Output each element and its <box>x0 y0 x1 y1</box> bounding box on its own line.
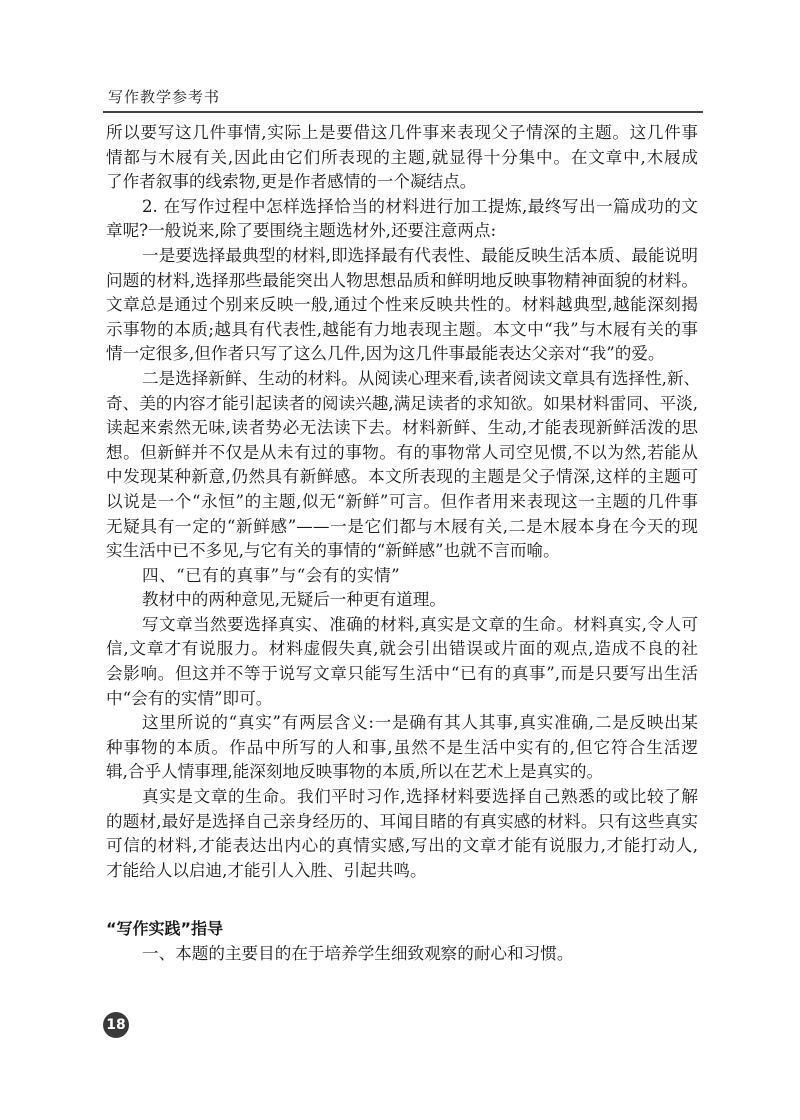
text-line: 这里所说的“真实”有两层含义:一是确有其人其事,真实准确,二是反映出某 <box>142 713 698 733</box>
header-rule <box>103 111 703 113</box>
text-line: 奇、美的内容才能引起读者的阅读兴趣,满足读者的求知欲。如果材料雷同、平淡, <box>106 393 698 413</box>
text-line: 真实是文章的生命。我们平时习作,选择材料要选择自己熟悉的或比较了解 <box>142 787 698 807</box>
text-line: 会影响。但这并不等于说写文章只能写生活中“已有的真事”,而是只要写出生活 <box>106 664 698 684</box>
text-line: 问题的材料,选择那些最能突出人物思想品质和鲜明地反映事物精神面貌的材料。 <box>106 270 698 290</box>
body-text <box>106 121 701 967</box>
page-number-badge: 18 <box>103 1012 129 1038</box>
subsection-heading: 四、“已有的真事”与“会有的实情” <box>142 565 401 585</box>
text-line: 才能给人以启迪,才能引人入胜、引起共鸣。 <box>106 860 427 880</box>
text-line: 的题材,最好是选择自己亲身经历的、耳闻目睹的有真实感的材料。只有这些真实 <box>106 811 698 831</box>
running-head: 写作教学参考书 <box>108 88 221 106</box>
text-line: 中“会有的实情”即可。 <box>106 688 273 708</box>
text-line: 示事物的本质;越具有代表性,越能有力地表现主题。本文中“我”与木屐有关的事 <box>106 319 698 339</box>
text-line: 可信的材料,才能表达出内心的真情实感,写出的文章才能有说服力,才能打动人, <box>106 836 698 856</box>
text-line: 无疑具有一定的“新鲜感”——一是它们都与木屐有关,二是木屐本身在今天的现 <box>106 516 698 536</box>
text-line: 读起来索然无味,读者势必无法读下去。材料新鲜、生动,才能表现新鲜活泼的思 <box>106 418 698 438</box>
text-line: 一是要选择最典型的材料,即选择最有代表性、最能反映生活本质、最能说明 <box>142 245 698 265</box>
text-line: 实生活中已不多见,与它有关的事情的“新鲜感”也就不言而喻。 <box>106 541 560 561</box>
text-line: 情都与木屐有关,因此由它们所表现的主题,就显得十分集中。在文章中,木屐成 <box>106 147 698 167</box>
text-line: 章呢?一般说来,除了要围绕主题选材外,还要注意两点: <box>106 221 497 241</box>
text-line: 信,文章才有说服力。材料虚假失真,就会引出错误或片面的观点,造成不良的社 <box>106 639 698 659</box>
text-line: 想。但新鲜并不仅是从未有过的事物。有的事物常人司空见惯,不以为然,若能从 <box>106 442 698 462</box>
text-line: 辑,合乎人情事理,能深刻地反映事物的本质,所以在艺术上是真实的。 <box>106 762 604 782</box>
text-line: 以说是一个“永恒”的主题,似无“新鲜”可言。但作者用来表现这一主题的几件事 <box>106 491 698 511</box>
text-line: 写文章当然要选择真实、准确的材料,真实是文章的生命。材料真实,令人可 <box>142 614 698 634</box>
text-line: 种事物的本质。作品中所写的人和事,虽然不是生活中实有的,但它符合生活逻 <box>106 737 698 757</box>
section-heading: “写作实践”指导 <box>106 919 224 939</box>
text-line: 文章总是通过个别来反映一般,通过个性来反映共性的。材料越典型,越能深刻揭 <box>106 295 698 315</box>
text-line: 二是选择新鲜、生动的材料。从阅读心理来看,读者阅读文章具有选择性,新、 <box>142 368 701 388</box>
section-gap <box>106 883 698 917</box>
text-line: 中发现某种新意,仍然具有新鲜感。本文所表现的主题是父子情深,这样的主题可 <box>106 467 698 487</box>
text-line: 所以要写这几件事情,实际上是要借这几件事来表现父子情深的主题。这几件事 <box>106 123 698 142</box>
text-line: 教材中的两种意见,无疑后一种更有道理。 <box>142 590 446 610</box>
text-line: 一、本题的主要目的在于培养学生细致观察的耐心和习惯。 <box>142 944 574 963</box>
text-line: 情一定很多,但作者只写了这么几件,因为这几件事最能表达父亲对“我”的爱。 <box>106 344 665 364</box>
text-line: 了作者叙事的线索物,更是作者感情的一个凝结点。 <box>106 172 477 192</box>
text-line: 2. 在写作过程中怎样选择恰当的材料进行加工提炼,最终写出一篇成功的文 <box>142 196 698 216</box>
